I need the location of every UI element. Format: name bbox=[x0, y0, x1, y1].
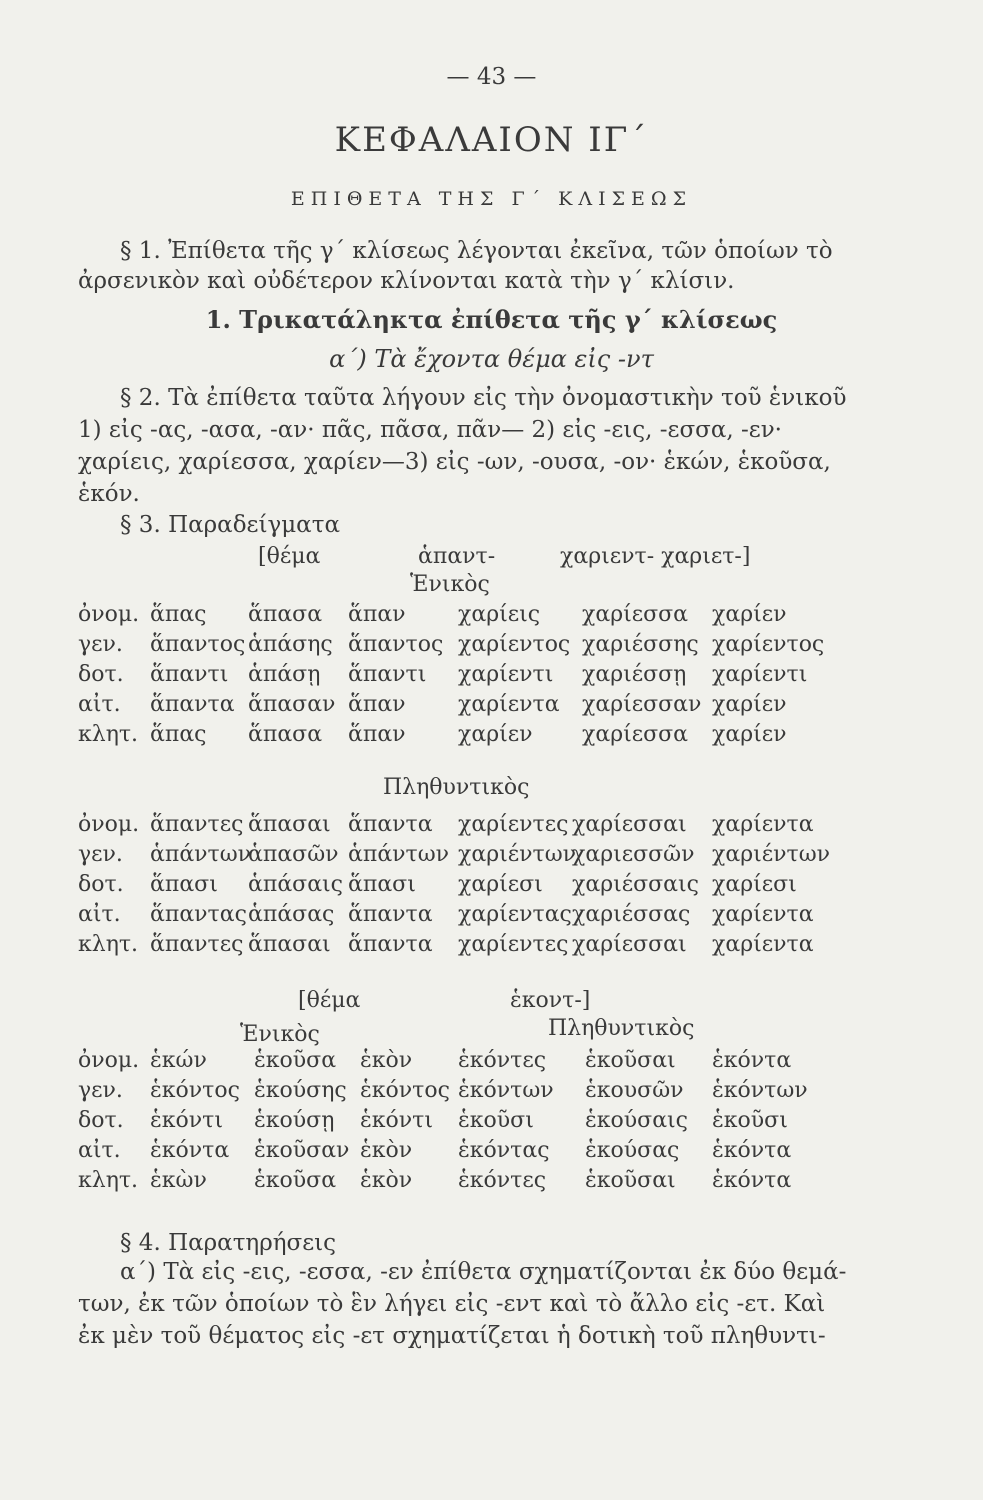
table1-singular-form: ἅπαν bbox=[348, 692, 406, 717]
table1-singular-form: χαρίεσσα bbox=[582, 602, 689, 627]
table1-plural-form: χαριέντων bbox=[712, 842, 831, 867]
paragraph-1-line-1: § 1. Ἐπίθετα τῆς γ΄ κλίσεως λέγονται ἐκεῖνα, τῶν ὁποίων τὸ bbox=[120, 238, 833, 264]
table1-singular-form: ἅπαντι bbox=[348, 662, 427, 687]
table1-singular-form: ἅπασα bbox=[248, 602, 323, 627]
table1-singular-form: χαρίεσσα bbox=[582, 722, 689, 747]
table2-singular-label: Ἑνικὸς bbox=[240, 1022, 320, 1047]
table1-singular-form: ἅπας bbox=[150, 722, 207, 747]
table1-theme-label: [θέμα bbox=[258, 544, 321, 569]
table2-case-label: γεν. bbox=[78, 1078, 123, 1103]
table2-form: ἑκὸν bbox=[360, 1168, 413, 1193]
table1-singular-form: χαρίεν bbox=[712, 722, 787, 747]
table1-singular-case-label: κλητ. bbox=[78, 722, 139, 747]
table1-plural-case-label: δοτ. bbox=[78, 872, 124, 897]
table1-singular-form: ἅπαν bbox=[348, 602, 406, 627]
table1-plural-case-label: αἰτ. bbox=[78, 902, 121, 927]
paragraph-4-line-2: των, ἐκ τῶν ὁποίων τὸ ἓν λήγει εἰς -εντ καὶ τὸ ἄλλο εἰς -ετ. Καὶ bbox=[78, 1291, 826, 1317]
paragraph-1-line-2: ἀρσενικὸν καὶ οὐδέτερον κλίνονται κατὰ τὴν γ΄ κλίσιν. bbox=[78, 268, 735, 294]
paragraph-2-line-4: ἑκόν. bbox=[78, 481, 140, 507]
table2-stem-hekont: ἑκοντ-] bbox=[510, 988, 591, 1013]
table1-plural-form: χαρίεντες bbox=[458, 812, 569, 837]
table1-singular-form: ἅπασα bbox=[248, 722, 323, 747]
table2-form: ἑκόντων bbox=[712, 1078, 808, 1103]
table1-plural-form: ἁπάντων bbox=[348, 842, 450, 867]
table1-plural-form: ἁπάσας bbox=[248, 902, 335, 927]
table1-plural-form: χαρίεντα bbox=[712, 902, 814, 927]
table1-singular-form: ἅπας bbox=[150, 602, 207, 627]
table1-singular-case-label: ὀνομ. bbox=[78, 602, 140, 627]
table2-form: ἑκόντα bbox=[712, 1168, 792, 1193]
table1-plural-form: χαρίεσσαι bbox=[572, 812, 687, 837]
table2-form: ἑκοῦσαι bbox=[585, 1048, 676, 1073]
table1-singular-form: χαριέσσῃ bbox=[582, 662, 687, 687]
paragraph-2 bbox=[78, 382, 908, 510]
table2-form: ἑκούσῃ bbox=[254, 1108, 335, 1133]
paragraph-2-line-1: § 2. Τὰ ἐπίθετα ταῦτα λήγουν εἰς τὴν ὀνομαστικὴν τοῦ ἑνικοῦ bbox=[120, 385, 847, 411]
table1-plural-form: χαριεσσῶν bbox=[572, 842, 695, 867]
table1-plural-case-label: κλητ. bbox=[78, 932, 139, 957]
table2-form: ἑκόντι bbox=[360, 1108, 433, 1133]
table1-singular-form: χαρίεντι bbox=[458, 662, 554, 687]
table1-singular-form: ἅπαντος bbox=[348, 632, 444, 657]
paragraph-4-line-3: ἐκ μὲν τοῦ θέματος εἰς -ετ σχηματίζεται ἡ δοτικὴ τοῦ πληθυντι- bbox=[78, 1323, 826, 1349]
table1-plural-form: ἅπαντες bbox=[150, 932, 244, 957]
table1-plural-case-label: ὀνομ. bbox=[78, 812, 140, 837]
paragraph-3-title: § 3. Παραδείγματα bbox=[120, 512, 340, 538]
table2-form: ἑκοῦσαν bbox=[254, 1138, 350, 1163]
table1-plural-form: ἅπασι bbox=[150, 872, 218, 897]
table2-case-label: δοτ. bbox=[78, 1108, 124, 1133]
paragraph-4-title: § 4. Παρατηρήσεις bbox=[120, 1230, 337, 1256]
table1-singular-form: ἁπάσης bbox=[248, 632, 333, 657]
table2-form: ἑκούσας bbox=[585, 1138, 680, 1163]
table1-singular-form: ἅπαν bbox=[348, 722, 406, 747]
table1-plural-label: Πληθυντικὸς bbox=[383, 775, 530, 800]
table1-plural-form: ἁπασῶν bbox=[248, 842, 339, 867]
table2-form: ἑκόντος bbox=[150, 1078, 240, 1103]
table1-plural-form: ἅπασι bbox=[348, 872, 416, 897]
table1-singular-form: χαρίεν bbox=[712, 602, 787, 627]
table2-form: ἑκών bbox=[150, 1048, 207, 1073]
table2-form: ἑκουσῶν bbox=[585, 1078, 684, 1103]
chapter-title: ΚΕΦΑΛΑΙΟΝ ΙΓ΄ bbox=[334, 120, 649, 160]
table2-form: ἑκοῦσι bbox=[712, 1108, 788, 1133]
paragraph-4-line-1: α΄) Τὰ εἰς -εις, -εσσα, -εν ἐπίθετα σχηματίζονται ἐκ δύο θεμά- bbox=[120, 1259, 847, 1285]
table1-stem-apant: ἁπαντ- bbox=[418, 544, 496, 569]
table1-plural-form: χαρίεντες bbox=[458, 932, 569, 957]
table1-plural-form: ἁπάντων bbox=[150, 842, 252, 867]
page-number: — 43 — bbox=[446, 64, 537, 90]
table1-singular-form: ἅπαντι bbox=[150, 662, 229, 687]
table2-form: ἑκοῦσα bbox=[254, 1048, 337, 1073]
table2-form: ἑκόντι bbox=[150, 1108, 223, 1133]
table1-plural-form: χαρίεντα bbox=[712, 932, 814, 957]
table2-form: ἑκόντες bbox=[458, 1168, 547, 1193]
table2-form: ἑκοῦσι bbox=[458, 1108, 534, 1133]
table2-form: ἑκόντων bbox=[458, 1078, 554, 1103]
table1-plural-form: ἅπαντα bbox=[348, 902, 433, 927]
table2-form: ἑκοῦσαι bbox=[585, 1168, 676, 1193]
table1-plural-form: ἅπαντα bbox=[348, 932, 433, 957]
paragraph-4 bbox=[78, 1256, 918, 1352]
table1-singular-form: ἁπάσῃ bbox=[248, 662, 321, 687]
table2-form: ἑκούσαις bbox=[585, 1108, 688, 1133]
table1-singular-form: χαρίεσσαν bbox=[582, 692, 702, 717]
subheading-theme-nt: α΄) Τὰ ἔχοντα θέμα εἰς -ντ bbox=[329, 345, 654, 373]
table1-plural-form: χαρίεσσαι bbox=[572, 932, 687, 957]
table1-plural-form: ἅπασαι bbox=[248, 932, 331, 957]
table1-singular-form: ἅπασαν bbox=[248, 692, 336, 717]
table1-plural-form: χαρίεντα bbox=[712, 812, 814, 837]
table2-form: ἑκὸν bbox=[360, 1138, 413, 1163]
table1-plural-form: χαριέσσας bbox=[572, 902, 691, 927]
table1-plural-form: ἅπαντες bbox=[150, 812, 244, 837]
table2-case-label: αἰτ. bbox=[78, 1138, 121, 1163]
section-subtitle: ΕΠΙΘΕΤΑ ΤΗΣ Γ΄ ΚΛΙΣΕΩΣ bbox=[290, 188, 693, 210]
table1-plural-form: χαριέσσαις bbox=[572, 872, 699, 897]
table1-singular-case-label: γεν. bbox=[78, 632, 123, 657]
table2-form: ἑκόντες bbox=[458, 1048, 547, 1073]
table2-form: ἑκὼν bbox=[150, 1168, 207, 1193]
paragraph-2-line-3: χαρίεις, χαρίεσσα, χαρίεν—3) εἰς -ων, -ουσα, -ον· ἑκών, ἑκοῦσα, bbox=[78, 449, 831, 475]
paragraph-1 bbox=[78, 236, 908, 296]
table1-singular-form: χαρίεν bbox=[458, 722, 533, 747]
table1-singular-form: χαρίεντι bbox=[712, 662, 808, 687]
table1-plural-form: ἅπαντας bbox=[150, 902, 247, 927]
table1-plural-case-label: γεν. bbox=[78, 842, 123, 867]
heading-trikatalikta: 1. Τρικατάληκτα ἐπίθετα τῆς γ΄ κλίσεως bbox=[205, 305, 778, 334]
paragraph-2-line-2: 1) εἰς -ας, -ασα, -αν· πᾶς, πᾶσα, πᾶν— 2) εἰς -εις, -εσσα, -εν· bbox=[78, 417, 782, 443]
table1-singular-form: χαρίεντα bbox=[458, 692, 560, 717]
table2-form: ἑκόντα bbox=[150, 1138, 230, 1163]
table2-form: ἑκόντα bbox=[712, 1138, 792, 1163]
table1-singular-form: χαρίεντος bbox=[712, 632, 825, 657]
table2-form: ἑκούσης bbox=[254, 1078, 347, 1103]
table1-plural-form: ἅπασαι bbox=[248, 812, 331, 837]
table2-form: ἑκόντας bbox=[458, 1138, 550, 1163]
table2-plural-label: Πληθυντικὸς bbox=[548, 1016, 695, 1041]
table2-form: ἑκοῦσα bbox=[254, 1168, 337, 1193]
table1-singular-case-label: δοτ. bbox=[78, 662, 124, 687]
table1-singular-form: χαρίεντος bbox=[458, 632, 571, 657]
table1-singular-label: Ἑνικὸς bbox=[410, 572, 490, 597]
table1-stem-charient: χαριεντ- χαριετ-] bbox=[560, 544, 751, 569]
table1-plural-form: χαρίεντας bbox=[458, 902, 572, 927]
table1-singular-form: χαρίεις bbox=[458, 602, 541, 627]
table1-singular-form: χαριέσσης bbox=[582, 632, 699, 657]
table1-plural-form: ἅπαντα bbox=[348, 812, 433, 837]
table2-case-label: κλητ. bbox=[78, 1168, 139, 1193]
table1-plural-form: χαριέντων bbox=[458, 842, 577, 867]
table1-plural-form: χαρίεσι bbox=[712, 872, 797, 897]
table1-singular-form: ἅπαντος bbox=[150, 632, 246, 657]
table2-form: ἑκόντα bbox=[712, 1048, 792, 1073]
table2-case-label: ὀνομ. bbox=[78, 1048, 140, 1073]
table1-plural-form: χαρίεσι bbox=[458, 872, 543, 897]
table2-form: ἑκὸν bbox=[360, 1048, 413, 1073]
table1-plural-form: ἁπάσαις bbox=[248, 872, 343, 897]
table2-form: ἑκόντος bbox=[360, 1078, 450, 1103]
table2-theme-label: [θέμα bbox=[298, 988, 361, 1013]
table1-singular-form: χαρίεν bbox=[712, 692, 787, 717]
table1-singular-case-label: αἰτ. bbox=[78, 692, 121, 717]
table1-singular-form: ἅπαντα bbox=[150, 692, 235, 717]
